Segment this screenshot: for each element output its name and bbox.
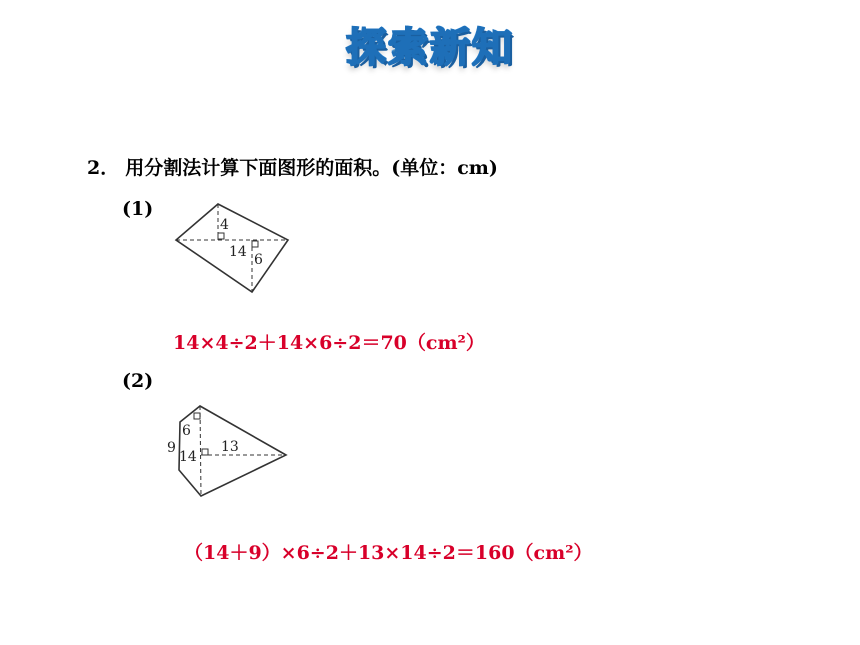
section-title: 探索新知	[346, 25, 514, 71]
part-1-answer: 14×4÷2＋14×6÷2＝70（cm²）	[173, 332, 485, 354]
figure-1-label-bottom-height: 6	[254, 252, 263, 268]
figure-1-right-angle-bottom	[252, 241, 258, 247]
figure-2-right-angle-top	[194, 413, 200, 419]
figure-2-label-horizontal: 13	[221, 439, 239, 455]
figure-2-label-upper-segment: 6	[182, 423, 191, 439]
figure-1-label-base: 14	[229, 244, 247, 260]
figure-2-label-left-side: 9	[167, 440, 176, 456]
question-text: 用分割法计算下面图形的面积。(单位：cm)	[125, 157, 498, 179]
figure-2-right-angle-mid	[202, 449, 208, 455]
figure-1-label-top-height: 4	[220, 217, 229, 233]
figure-1-right-angle-top	[218, 233, 224, 239]
figure-2-quadrilateral	[164, 400, 294, 502]
part-2-answer: （14＋9）×6÷2＋13×14÷2＝160（cm²）	[184, 542, 593, 564]
question-number: 2．	[87, 157, 120, 179]
figure-2-label-inner-length: 14	[179, 449, 197, 465]
part-2-label: (2)	[122, 370, 154, 392]
figure-1-quadrilateral	[170, 198, 295, 298]
question-prompt	[87, 153, 498, 180]
part-1-label: (1)	[122, 198, 154, 220]
